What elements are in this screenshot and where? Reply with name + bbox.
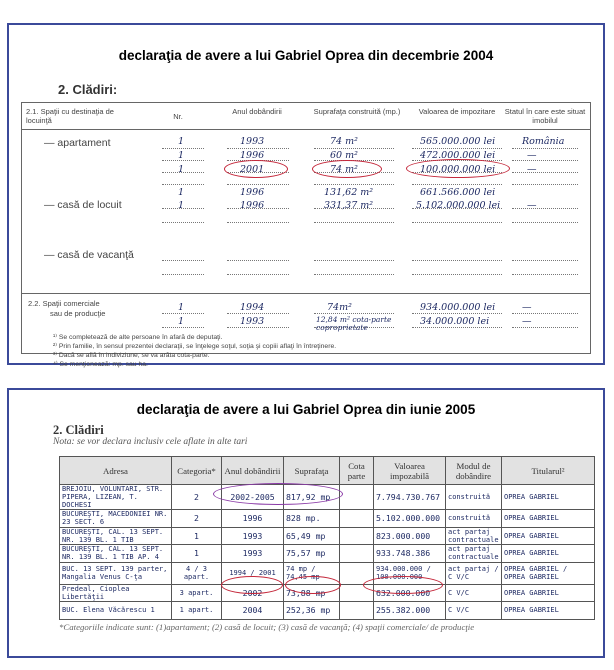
highlight-circle-year-2001-2005 [221,576,283,594]
casa-1-val: 661.566.000 lei [420,187,496,198]
table-row: BUC. Elena Văcărescu 1 1 apart. 2004 252,36 mp 255.382.000 C V/C OPREA GABRIEL [60,602,595,620]
header-nr: Nr. [173,112,183,121]
apartament-3-supr: 74 m² [330,164,358,175]
declaration-2005-panel [7,388,605,658]
row-label-apartament: — apartament [44,137,111,149]
casa-2-anul: 1996 [240,200,265,211]
comercial-2-anul: 1993 [240,316,265,327]
header-cota-parte: Cota parte [340,457,374,485]
header-suprafata: Suprafaţa [284,457,340,485]
apartament-2-val: 472.000.000 lei [420,150,496,161]
apartament-1-anul: 1993 [240,136,265,147]
table-row: Predeal, Cioplea Libertăţii 3 apart. 2002 73,88 mp 632.000.000 C V/C OPREA GABRIEL [60,584,595,602]
header-categoria: Categoria* [172,457,222,485]
header-suprafata: Suprafaţa construită (mp.) [313,107,401,116]
apartament-3-stat: — [527,164,537,175]
highlight-circle-area-74 [312,160,382,178]
panel-title-2004: declaraţia de avere a lui Gabriel Oprea din decembrie 2004 [118,48,494,63]
highlight-circle-area-2005 [285,576,341,594]
buildings-table-2005 [59,456,595,620]
header-adresa: Adresa [60,457,172,485]
declaration-2004-panel [7,23,605,368]
apartament-1-supr: 74 m² [330,136,358,147]
footnote-1-2004: ¹⁾ Se completează de alte persoane în afară de deputaţi. [53,334,223,341]
highlight-circle-value-100m [406,159,510,178]
footnote-3-2004: ³⁾ Dacă se află în indiviziune, se va arăta cota-parte. [53,352,210,359]
comercial-1-anul: 1994 [240,302,265,313]
apartament-2-anul: 1996 [240,150,265,161]
section-heading-2004: 2. Clădiri: [58,82,118,97]
apartament-1-val: 565.000.000 lei [420,136,496,147]
header-anul: Anul dobândirii [232,107,282,116]
header-anul-dobandirii: Anul dobândirii [222,457,284,485]
highlight-circle-value-2005 [363,576,443,594]
highlight-circle-year-2001 [224,160,288,178]
comercial-2-nr: 1 [178,316,185,327]
comercial-2-stat: — [522,316,532,327]
comercial-2-val: 34.000.000 lei [420,316,490,327]
table-row: BUCUREŞTI, MACEDONIEI NR. 23 SECT. 6 2 1996 828 mp. 5.102.000.000 construită OPREA GABRIEL [60,510,595,528]
comercial-1-nr: 1 [178,302,185,313]
footnote-4-2004: ⁴⁾ Se menţionează: mp. sau ha. [53,361,148,368]
apartament-3-nr: 1 [178,164,185,175]
apartament-2-stat: — [527,150,537,161]
apartament-3-val: 100.000.000 lei [420,164,496,175]
section-note-2005: Nota: se vor declara inclusiv cele aflate in alte tari [53,437,248,447]
casa-2-supr: 331,37 m² [324,200,374,211]
comercial-2-supr: 12,84 m² cota-parte coproprietate [316,315,392,332]
apartament-3-anul: 2001 [240,164,265,175]
header-spatii: 2.1. Spaţii cu destinaţia de locuinţă [26,107,114,125]
apartament-2-supr: 60 m² [330,150,358,161]
section-heading-2005: 2. Clădiri [53,423,104,437]
row-label-casa-locuit: — casă de locuit [44,199,122,211]
highlight-circle-row1-purple [213,483,343,505]
comercial-1-val: 934.000.000 lei [420,302,496,313]
row-label-spatii-line1: 2.2. Spaţii comerciale [28,299,100,308]
table-row: BUC. 13 SEPT. 139 parter, Mangalia Venus C-ţa 4 / 3 apart. 1994 / 2001 74 mp / 74,45 mp 934.000.000 / 100.000.000 act partaj / C V/C OPREA GABRIEL / OPREA GABRIEL [60,562,595,584]
buildings-table-2004 [21,102,591,354]
casa-1-nr: 1 [178,187,185,198]
header-titularul: Titularul² [502,457,595,485]
comercial-1-stat: — [522,302,532,313]
casa-1-anul: 1996 [240,187,265,198]
header-valoarea-impozabila: Valoarea impozabilă [374,457,446,485]
footnote-categories-2005: *Categoriile indicate sunt: (1)apartament; (2) casă de locuit; (3) casă de vacanţă; (4) spaţii comerciale/ de producţie [59,622,475,632]
table-row: BUCUREŞTI, CAL. 13 SEPT. NR. 139 BL. 1 TIB AP. 4 1 1993 75,57 mp 933.748.386 act partaj contractuale OPREA GABRIEL [60,545,595,563]
apartament-1-nr: 1 [178,136,185,147]
casa-2-stat: — [527,200,537,211]
casa-2-nr: 1 [178,200,185,211]
table-row: BUCUREŞTI, CAL. 13 SEPT. NR. 139 BL. 1 TIB 1 1993 65,49 mp 823.000.000 act partaj contractuale OPREA GABRIEL [60,527,595,545]
casa-2-val: 5.102.000.000 lei [416,200,501,211]
comercial-1-supr: 74m² [327,302,352,313]
apartament-2-nr: 1 [178,150,185,161]
table-row: BREJOIU, VOLUNTARI, STR. PIPERA, LIZEAN, T. DOCHESI 2 2002-2005 817,92 mp 7.794.730.767 construită OPREA GABRIEL [60,485,595,510]
casa-1-supr: 131,62 m² [324,187,374,198]
header-modul-dobandire: Modul de dobândire [446,457,502,485]
row-label-spatii-line2: sau de producţie [50,309,106,318]
header-valoarea: Valoarea de impozitare [418,107,496,116]
row-label-casa-vacanta: — casă de vacanţă [44,249,134,261]
header-statul: Statul în care este situat imobilul [504,107,586,125]
apartament-1-stat: România [522,136,565,147]
footnote-2-2004: ²⁾ Prin familie, în sensul prezentei declaraţii, se înţelege soţul, soţia şi copiii aflaţi în întreţinere. [53,343,337,350]
panel-title-2005: declaraţia de avere a lui Gabriel Oprea din iunie 2005 [136,402,476,417]
